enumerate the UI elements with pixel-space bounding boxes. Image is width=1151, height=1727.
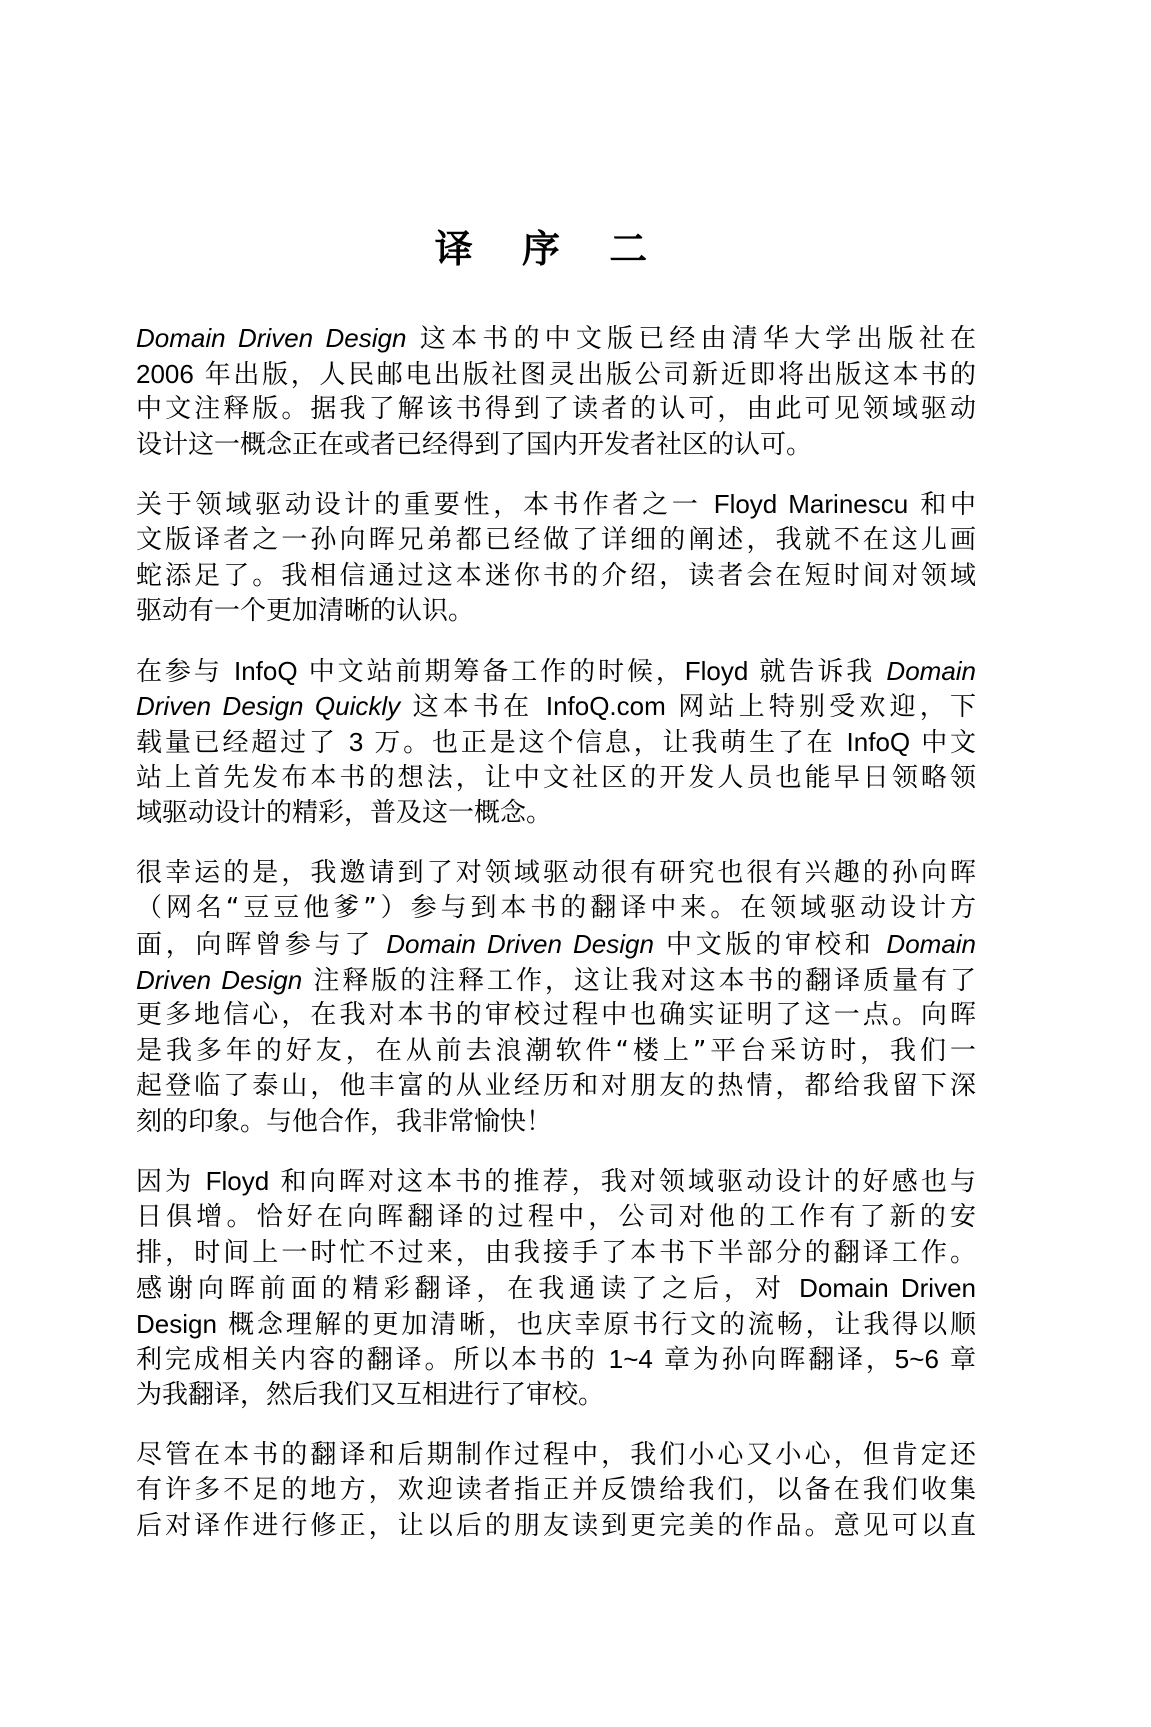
text-segment: 网站上特别受欢迎，下: [665, 692, 976, 723]
text-line: [136, 1438, 976, 1474]
italic-title-text: Domain: [886, 928, 977, 959]
paragraph: [136, 856, 976, 1141]
text-line: [136, 428, 976, 464]
text-line: [136, 1473, 976, 1509]
paragraph: [136, 1164, 976, 1413]
text-line: [136, 689, 976, 725]
text-segment: 站上首先发布本书的想法，让中文社区的开发人员也能早日领略领: [136, 762, 976, 793]
text-segment: 面，向晖曾参与了: [136, 929, 387, 960]
text-segment: 感谢向晖前面的精彩翻译，在我通读了之后，对: [136, 1274, 800, 1305]
text-segment: Floyd: [205, 1166, 270, 1197]
text-line: [136, 487, 976, 523]
text-segment: 设计这一概念正在或者已经得到了国内开发者社区的认可。: [136, 429, 813, 460]
paragraph: [136, 487, 976, 629]
text-segment: Floyd Marinescu: [713, 489, 909, 520]
text-segment: Floyd: [684, 655, 749, 686]
text-line: [136, 796, 976, 832]
text-line: [136, 927, 976, 963]
text-line: [136, 1069, 976, 1105]
text-segment: 1~4: [608, 1344, 653, 1375]
text-segment: 蛇添足了。我相信通过这本迷你书的介绍，读者会在短时间对领域: [136, 560, 976, 591]
text-segment: 后对译作进行修正，让以后的朋友读到更完美的作品。意见可以直: [136, 1510, 976, 1541]
text-line: [136, 559, 976, 595]
text-segment: 概念理解的更加清晰，也庆幸原书行文的流畅，让我得以顺: [216, 1309, 976, 1340]
text-segment: 更多地信心，在我对本书的审校过程中也确实证明了这一点。向晖: [136, 1000, 976, 1031]
text-segment: 就告诉我: [748, 656, 887, 687]
text-segment: 章: [938, 1345, 977, 1376]
text-segment: 5~6: [894, 1344, 939, 1375]
italic-title-text: Domain: [886, 655, 977, 686]
text-segment: Domain Driven: [799, 1273, 977, 1304]
text-segment: 为我翻译，然后我们又互相进行了审校。: [136, 1380, 605, 1411]
text-segment: 年出版，人民邮电出版社图灵出版公司新近即将出版这本书的: [193, 359, 976, 390]
text-segment: 中文版的审校和: [653, 929, 887, 960]
text-line: [136, 1271, 976, 1307]
paragraph: [136, 1438, 976, 1545]
text-line: [136, 392, 976, 428]
text-segment: 2006: [136, 358, 194, 389]
page-title: 译 序 二: [434, 226, 666, 272]
text-segment: 注释版的注释工作，这让我对这本书的翻译质量有了: [302, 965, 977, 996]
text-segment: 刻的印象。与他合作，我非常愉快！: [136, 1106, 553, 1137]
text-segment: InfoQ.com: [545, 691, 666, 722]
text-line: [136, 1509, 976, 1545]
text-segment: 万。也正是这个信息，让我萌生了在: [363, 727, 847, 758]
text-line: [136, 1105, 976, 1141]
italic-title-text: Driven Design: [136, 964, 303, 995]
text-line: [136, 357, 976, 393]
body-text: [136, 321, 976, 1568]
paragraph: [136, 654, 976, 832]
paragraph: [136, 321, 976, 463]
text-segment: Design: [136, 1308, 217, 1339]
text-segment: 排，时间上一时忙不过来，由我接手了本书下半部分的翻译工作。: [136, 1237, 976, 1268]
text-segment: 是我多年的好友，在从前去浪潮软件“楼上”平台采访时，我们一: [136, 1035, 976, 1066]
text-segment: 这本书在: [400, 692, 546, 723]
text-segment: 中文站前期筹备工作的时候，: [297, 656, 685, 687]
italic-title-text: Domain Driven Design: [136, 323, 407, 353]
text-line: [136, 321, 976, 357]
text-segment: 章为孙向晖翻译，: [652, 1345, 895, 1376]
text-segment: （网名“豆豆他爹”）参与到本书的翻译中来。在领域驱动设计方: [136, 893, 976, 924]
text-segment: 中文注释版。据我了解该书得到了读者的认可，由此可见领域驱动: [136, 394, 976, 425]
text-line: [136, 963, 976, 999]
text-segment: 关于领域驱动设计的重要性，本书作者之一: [136, 490, 714, 521]
italic-title-text: Domain Driven Design: [386, 928, 654, 959]
text-line: [136, 1236, 976, 1272]
text-line: [136, 998, 976, 1034]
text-line: [136, 1200, 976, 1236]
text-segment: 中文: [910, 727, 977, 758]
text-line: [136, 1307, 976, 1343]
text-line: [136, 1034, 976, 1070]
text-segment: 利完成相关内容的翻译。所以本书的: [136, 1345, 609, 1376]
text-line: [136, 1164, 976, 1200]
text-segment: 日俱增。恰好在向晖翻译的过程中，公司对他的工作有了新的安: [136, 1202, 976, 1233]
italic-title-text: Driven Design Quickly: [136, 691, 401, 722]
text-line: [136, 856, 976, 892]
text-segment: 尽管在本书的翻译和后期制作过程中，我们小心又小心，但肯定还: [136, 1439, 976, 1470]
text-segment: 和向晖对这本书的推荐，我对领域驱动设计的好感也与: [269, 1167, 977, 1198]
text-segment: 文版译者之一孙向晖兄弟都已经做了详细的阐述，我就不在这儿画: [136, 524, 976, 555]
text-segment: 和中: [908, 490, 977, 521]
text-segment: 3: [348, 726, 364, 757]
text-segment: 这本书的中文版已经由清华大学出版社在: [406, 324, 976, 354]
text-line: [136, 1342, 976, 1378]
text-segment: 很幸运的是，我邀请到了对领域驱动很有研究也很有兴趣的孙向晖: [136, 857, 976, 888]
text-segment: 有许多不足的地方，欢迎读者指正并反馈给我们，以备在我们收集: [136, 1475, 976, 1506]
text-line: [136, 654, 976, 690]
text-segment: InfoQ: [846, 726, 911, 757]
text-line: [136, 725, 976, 761]
text-segment: 驱动有一个更加清晰的认识。: [136, 596, 475, 627]
text-line: [136, 523, 976, 559]
text-line: [136, 1378, 976, 1414]
text-line: [136, 891, 976, 927]
text-segment: InfoQ: [233, 655, 298, 686]
text-line: [136, 761, 976, 797]
text-segment: 起登临了泰山，他丰富的从业经历和对朋友的热情，都给我留下深: [136, 1071, 976, 1102]
text-segment: 域驱动设计的精彩，普及这一概念。: [136, 798, 553, 829]
text-segment: 在参与: [136, 656, 234, 687]
text-line: [136, 594, 976, 630]
text-segment: 载量已经超过了: [136, 727, 349, 758]
text-segment: 因为: [136, 1167, 206, 1198]
